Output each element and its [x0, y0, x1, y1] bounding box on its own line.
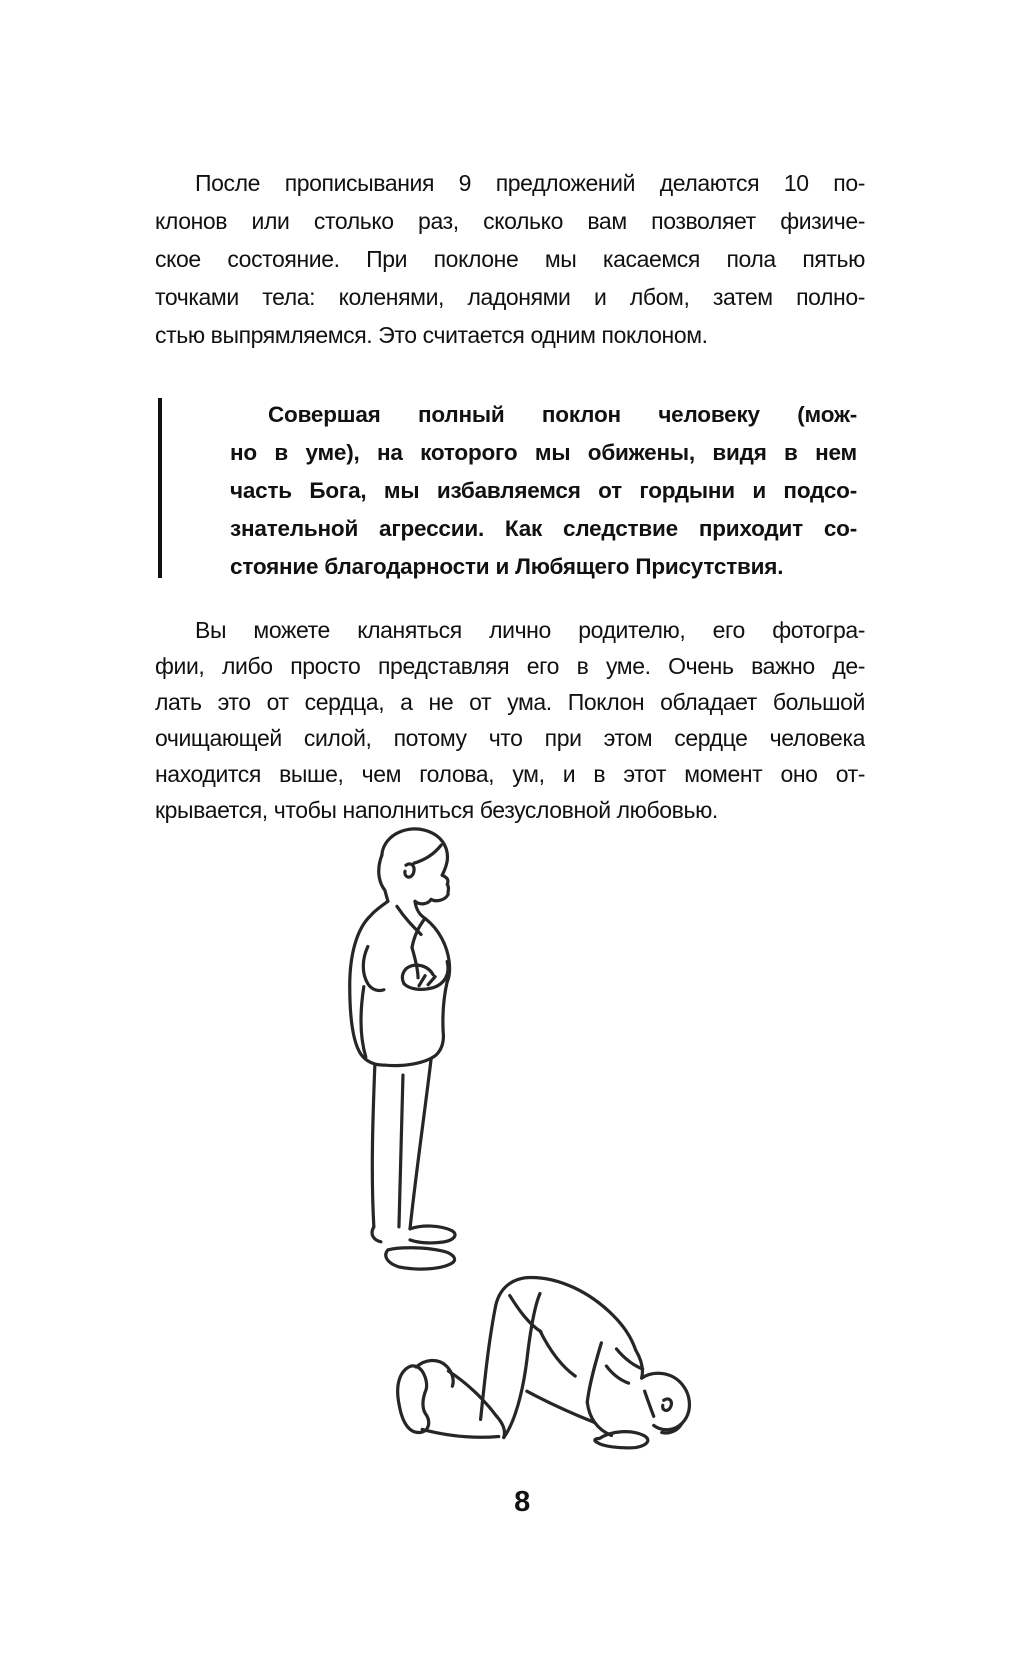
text-line: точками тела: коленями, ладонями и лбом, затем полно- [155, 284, 865, 310]
standing-figure-illustration [346, 824, 473, 1271]
bowing-legs [398, 1294, 540, 1438]
text-line: лать это от сердца, а не от ума. Поклон обладает большой [155, 689, 865, 715]
text-line: фии, либо просто представляя его в уме. Очень важно де- [155, 653, 865, 679]
text-line: знательной агрессии. Как следствие приходит со- [230, 516, 857, 541]
bowing-torso [496, 1277, 643, 1422]
page-number: 8 [514, 1486, 530, 1518]
bowing-figure-illustration [391, 1270, 698, 1452]
blockquote-text [230, 396, 857, 586]
text-line: стью выпрямляемся. Это считается одним поклоном. [155, 322, 708, 348]
prostrating-man-drawing [391, 1270, 698, 1452]
text-line: Вы можете кланяться лично родителю, его фотогра- [195, 617, 865, 643]
text-line: клонов или столько раз, сколько вам позволяет физиче- [155, 208, 865, 234]
standing-torso [350, 901, 450, 1065]
text-line: После прописывания 9 предложений делаются 10 по- [195, 170, 865, 196]
blockquote [155, 396, 865, 582]
text-line: находится выше, чем голова, ум, и в этот момент оно от- [155, 761, 865, 787]
text-line: но в уме), на которого мы обижены, видя в нем [230, 440, 857, 465]
text-line: крывается, чтобы наполниться безусловной любовью. [155, 797, 718, 823]
standing-head [379, 829, 449, 904]
paragraph-intro [155, 164, 865, 354]
text-line: ское состояние. При поклоне мы касаемся пола пятью [155, 246, 865, 272]
paragraph-bowing-practice [155, 612, 865, 828]
text-line: стояние благодарности и Любящего Присутствия. [230, 554, 784, 579]
text-line: часть Бога, мы избавляемся от гордыни и подсо- [230, 478, 857, 503]
standing-legs [372, 1059, 455, 1269]
text-line: Совершая полный поклон человеку (мож- [268, 402, 857, 427]
quote-left-bar [158, 398, 162, 578]
standing-man-drawing [346, 824, 473, 1271]
text-line: очищающей силой, потому что при этом сердце человека [155, 725, 865, 751]
